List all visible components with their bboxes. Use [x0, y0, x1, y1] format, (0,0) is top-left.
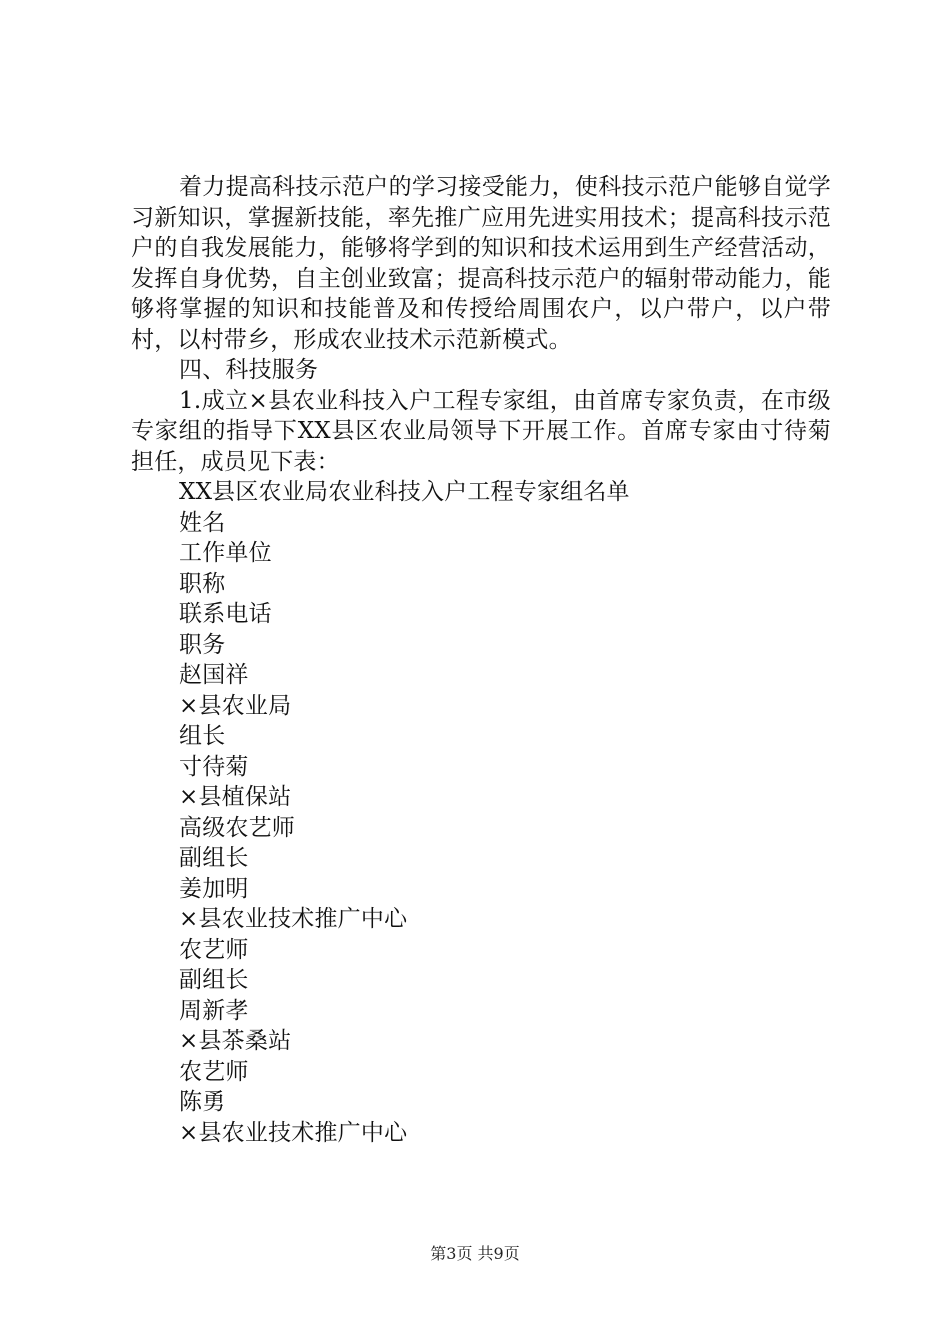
table-header-position: 职务	[179, 631, 226, 658]
table-title: XX县区农业局农业科技入户工程专家组名单	[179, 479, 630, 505]
paragraph-goals: 着力提高科技示范户的学习接受能力，使科技示范户能够自觉学习新知识，掌握新技能，率先推广应用先进实用技术；提高科技示范户的自我发展能力，能够将学到的知识和技术运用到生产经营活动，发挥自身优势，自主创业致富；提高科技示范户的辐射带动能力，能够将掌握的知识和技能普及和传授给周围农户，以户带户，以户带村，以村带乡，形成农业技术示范新模式。	[131, 174, 831, 353]
table-cell: ×县茶桑站	[179, 1028, 292, 1054]
document-body	[131, 172, 831, 1148]
table-cell: 副组长	[179, 967, 249, 993]
table-cell: 陈勇	[179, 1089, 226, 1115]
table-cell: 周新孝	[179, 997, 249, 1024]
table-cell: 组长	[179, 723, 226, 749]
table-cell: 农艺师	[179, 1058, 249, 1085]
table-cell: 姜加明	[179, 875, 249, 902]
table-cell: 农艺师	[179, 936, 249, 963]
table-header-unit: 工作单位	[179, 540, 272, 566]
paragraph-expert-group: 1.成立×县农业科技入户工程专家组，由首席专家负责，在市级专家组的指导下XX县区农业局领导下开展工作。首席专家由寸待菊担任，成员见下表：	[131, 387, 831, 475]
table-header-name: 姓名	[179, 509, 226, 536]
table-header-title: 职称	[179, 570, 226, 597]
table-cell: ×县农业技术推广中心	[179, 1119, 408, 1146]
table-cell: 高级农艺师	[179, 814, 295, 841]
table-header-phone: 联系电话	[179, 601, 272, 627]
table-cell: 副组长	[179, 845, 249, 871]
table-cell: ×县植保站	[179, 784, 292, 810]
table-cell: 赵国祥	[179, 662, 249, 688]
table-cell: 寸待菊	[179, 753, 249, 780]
table-header-list	[131, 508, 831, 661]
section-heading: 四、科技服务	[179, 357, 319, 383]
table-cell: ×县农业技术推广中心	[179, 906, 408, 932]
table-cell-list	[131, 660, 831, 1148]
page-footer: 第3页 共9页	[430, 1244, 520, 1263]
table-cell: ×县农业局	[179, 692, 292, 719]
